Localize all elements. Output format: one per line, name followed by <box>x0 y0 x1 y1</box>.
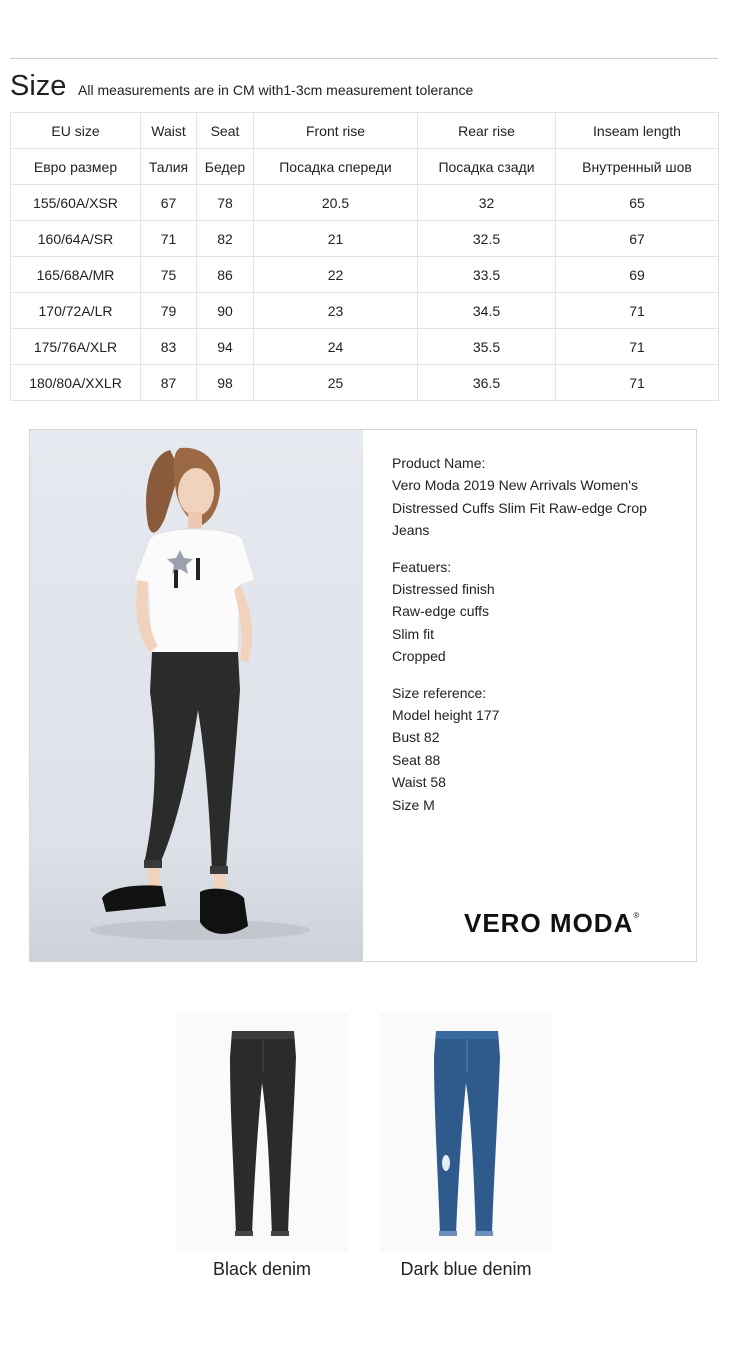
table-cell: 33.5 <box>418 257 556 293</box>
table-row <box>11 365 719 401</box>
dark-blue-denim-swatch[interactable] <box>380 1013 552 1253</box>
brand-name: VERO MODA <box>464 908 634 938</box>
product-name-group <box>392 452 682 542</box>
table-cell: 155/60A/XSR <box>11 185 141 221</box>
table-cell: 65 <box>556 185 719 221</box>
table-cell: 69 <box>556 257 719 293</box>
feature-item: Cropped <box>392 648 446 665</box>
table-cell: 71 <box>141 221 197 257</box>
table-cell: 32.5 <box>418 221 556 257</box>
table-cell: 79 <box>141 293 197 329</box>
table-cell: 34.5 <box>418 293 556 329</box>
size-reference-item: Model height 177 <box>392 707 500 724</box>
table-cell: 21 <box>254 221 418 257</box>
blue-jeans-image <box>380 1013 552 1253</box>
product-info-panel <box>29 429 697 962</box>
table-cell: 20.5 <box>254 185 418 221</box>
size-heading: Size <box>10 70 67 102</box>
size-reference-item: Bust 82 <box>392 729 440 746</box>
table-row <box>11 329 719 365</box>
product-name-line: Distressed Cuffs Slim Fit Raw-edge Crop <box>392 499 647 516</box>
size-reference-item: Waist 58 <box>392 774 446 791</box>
header-row-ru <box>11 149 719 185</box>
table-cell: 67 <box>556 221 719 257</box>
size-table <box>10 112 719 401</box>
product-name-line: Jeans <box>392 522 430 539</box>
table-cell: 71 <box>556 329 719 365</box>
black-jeans-image <box>176 1013 348 1253</box>
table-cell: 22 <box>254 257 418 293</box>
column-header: EU size <box>11 113 141 149</box>
table-cell: 160/64A/SR <box>11 221 141 257</box>
table-cell: 78 <box>197 185 254 221</box>
table-cell: 170/72A/LR <box>11 293 141 329</box>
table-cell: 87 <box>141 365 197 401</box>
table-cell: 71 <box>556 365 719 401</box>
feature-item: Distressed finish <box>392 581 495 598</box>
table-row <box>11 293 719 329</box>
table-cell: 98 <box>197 365 254 401</box>
column-header: Внутренный шов <box>556 149 719 185</box>
column-header: Посадка спереди <box>254 149 418 185</box>
brand-logo <box>464 908 640 939</box>
measurement-note: All measurements are in CM with1-3cm measurement tolerance <box>78 82 474 98</box>
table-cell: 75 <box>141 257 197 293</box>
size-reference-item: Size M <box>392 796 435 813</box>
header-row-en <box>11 113 719 149</box>
black-denim-swatch[interactable] <box>176 1013 348 1253</box>
table-cell: 94 <box>197 329 254 365</box>
table-cell: 35.5 <box>418 329 556 365</box>
dark-blue-denim-label: Dark blue denim <box>400 1259 532 1279</box>
registered-mark: ® <box>633 911 641 920</box>
size-reference-label: Size reference: <box>392 684 487 701</box>
model-illustration <box>30 430 363 961</box>
features-group <box>392 556 682 668</box>
size-reference-group <box>392 682 682 816</box>
table-cell: 67 <box>141 185 197 221</box>
size-reference-item: Seat 88 <box>392 751 441 768</box>
table-cell: 36.5 <box>418 365 556 401</box>
column-header: Waist <box>141 113 197 149</box>
table-cell: 23 <box>254 293 418 329</box>
column-header: Талия <box>141 149 197 185</box>
column-header: Front rise <box>254 113 418 149</box>
table-cell: 32 <box>418 185 556 221</box>
column-header: Inseam length <box>556 113 719 149</box>
table-cell: 83 <box>141 329 197 365</box>
black-denim-label: Black denim <box>212 1259 312 1279</box>
table-cell: 180/80A/XXLR <box>11 365 141 401</box>
table-cell: 90 <box>197 293 254 329</box>
table-cell: 24 <box>254 329 418 365</box>
table-row <box>11 257 719 293</box>
product-name-label: Product Name: <box>392 455 486 471</box>
table-cell: 82 <box>197 221 254 257</box>
column-header: Seat <box>197 113 254 149</box>
table-row <box>11 185 719 221</box>
table-row <box>11 221 719 257</box>
table-cell: 71 <box>556 293 719 329</box>
column-header: Бедер <box>197 149 254 185</box>
column-header: Rear rise <box>418 113 556 149</box>
features-label: Featuers: <box>392 558 452 575</box>
column-header: Посадка сзади <box>418 149 556 185</box>
table-cell: 25 <box>254 365 418 401</box>
product-details <box>392 452 682 830</box>
product-name-line: Vero Moda 2019 New Arrivals Women's <box>392 477 638 494</box>
feature-item: Raw-edge cuffs <box>392 603 490 620</box>
table-cell: 86 <box>197 257 254 293</box>
model-photo <box>30 430 363 961</box>
table-cell: 165/68A/MR <box>11 257 141 293</box>
table-cell: 175/76A/XLR <box>11 329 141 365</box>
top-divider <box>10 58 718 59</box>
column-header: Евро размер <box>11 149 141 185</box>
feature-item: Slim fit <box>392 625 434 642</box>
